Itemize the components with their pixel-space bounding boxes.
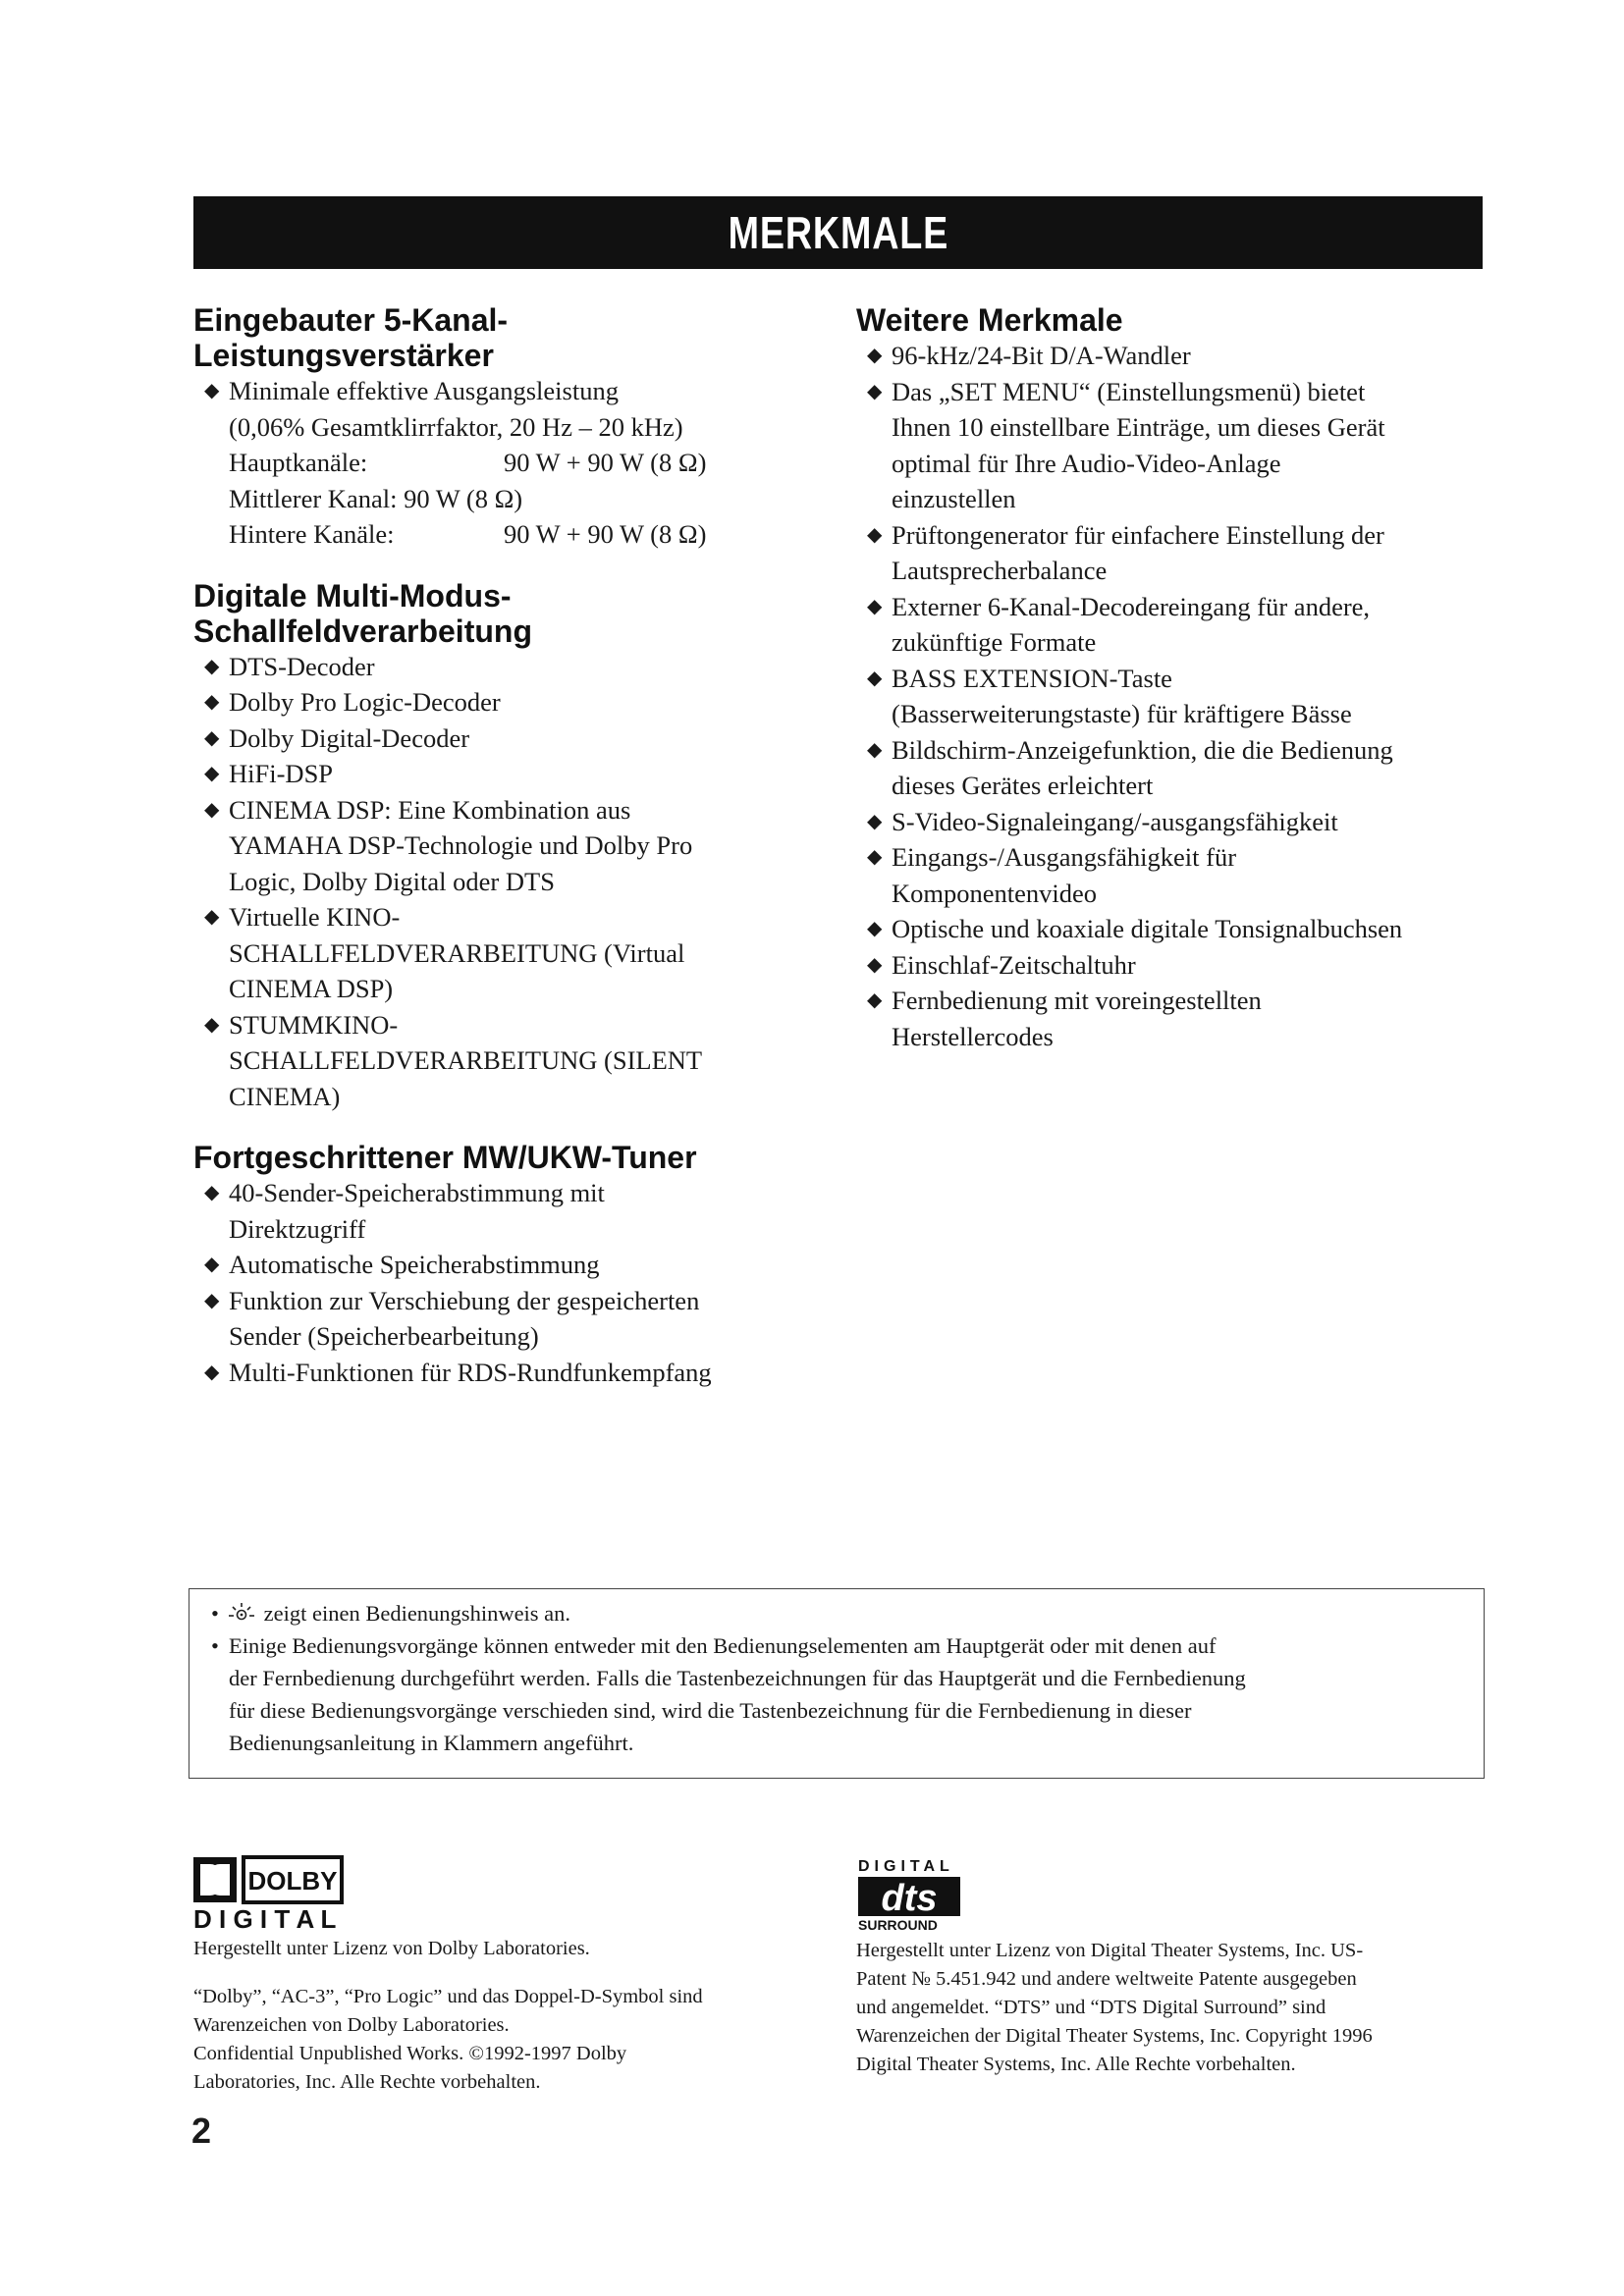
diamond-bullet-icon: ◆: [204, 763, 220, 784]
item-text: optimal für Ihre Audio-Video-Anlage: [892, 448, 1281, 478]
diamond-bullet-icon: ◆: [204, 691, 220, 713]
lightbulb-tip-icon: [229, 1602, 254, 1624]
item-text: Externer 6-Kanal-Decodereingang für andere,: [892, 591, 1371, 621]
spec-value: 90 W + 90 W (8 Ω): [504, 448, 707, 477]
page-title: MERKMALE: [728, 207, 948, 258]
section-dsp: [193, 578, 832, 1115]
item-text: BASS EXTENSION-Taste: [892, 663, 1172, 693]
item-text: Sender (Speicherbearbeitung): [229, 1321, 539, 1351]
item-text: Automatische Speicherabstimmung: [229, 1250, 600, 1279]
text-line: “Dolby”, “AC-3”, “Pro Logic” und das Doppel-D-Symbol sind: [193, 1986, 703, 2007]
section-heading: Fortgeschrittener MW/UKW-Tuner: [193, 1140, 697, 1175]
item-text: DTS-Decoder: [229, 651, 375, 681]
diamond-bullet-icon: ◆: [867, 953, 883, 976]
diamond-bullet-icon: ◆: [204, 380, 220, 401]
diamond-bullet-icon: ◆: [867, 810, 883, 832]
dolby-license: Hergestellt unter Lizenz von Dolby Laboratories.: [193, 1938, 590, 1959]
item-text: (Basserweiterungstaste) für kräftigere Bässe: [892, 699, 1352, 728]
spec-row: [229, 516, 832, 553]
spec-row: [229, 445, 832, 481]
page-number: 2: [191, 2110, 212, 2151]
list-item: [193, 792, 832, 900]
diamond-bullet-icon: ◆: [867, 523, 883, 546]
spec-label: Hintere Kanäle:: [229, 519, 395, 549]
dts-logo-bottom: SURROUND: [858, 1917, 938, 1932]
list-item: [193, 373, 832, 445]
item-text: Herstellercodes: [892, 1021, 1054, 1051]
list-item: [193, 1355, 832, 1391]
diamond-bullet-icon: ◆: [867, 738, 883, 761]
diamond-bullet-icon: ◆: [867, 846, 883, 868]
item-text: YAMAHA DSP-Technologie und Dolby Pro: [229, 830, 693, 860]
text-line: Laboratories, Inc. Alle Rechte vorbehalten.: [193, 2071, 541, 2093]
note-text: zeigt einen Bedienungshinweis an.: [263, 1601, 571, 1626]
heading-line: Leistungsverstärker: [193, 338, 494, 373]
item-text: 40-Sender-Speicherabstimmung mit: [229, 1178, 605, 1207]
spec-value: 90 W + 90 W (8 Ω): [504, 519, 707, 549]
item-text: SCHALLFELDVERARBEITUNG (Virtual: [229, 937, 685, 968]
list-item: [193, 1283, 832, 1355]
dts-logo-mid: dts: [881, 1878, 938, 1919]
note-text: für diese Bedienungsvorgänge verschieden sind, wird die Tastenbezeichnung für die Fernbedienung in dieser: [229, 1698, 1192, 1723]
item-text: Dolby Digital-Decoder: [229, 722, 470, 753]
diamond-bullet-icon: ◆: [867, 918, 883, 939]
item-text: Einschlaf-Zeitschaltuhr: [892, 949, 1136, 980]
item-text: Multi-Funktionen für RDS-Rundfunkempfang: [229, 1357, 712, 1387]
item-text: CINEMA DSP: Eine Kombination aus: [229, 794, 631, 825]
item-text: Das „SET MENU“ (Einstellungsmenü) bietet: [892, 376, 1366, 406]
list-item: [856, 804, 1494, 840]
text-line: Warenzeichen von Dolby Laboratories.: [193, 2014, 510, 2036]
diamond-bullet-icon: ◆: [204, 655, 220, 677]
diamond-bullet-icon: ◆: [867, 989, 883, 1011]
feature-list: [193, 649, 832, 1115]
dts-logo-top: DIGITAL: [858, 1858, 954, 1875]
feature-list: [193, 373, 832, 445]
item-text: dieses Gerätes erleichtert: [892, 771, 1154, 800]
item-text: Funktion zur Verschiebung der gespeicherten: [229, 1285, 700, 1315]
item-text: Fernbedienung mit voreingestellten: [892, 986, 1262, 1015]
item-text: zukünftige Formate: [892, 627, 1097, 657]
item-text: S-Video-Signaleingang/-ausgangsfähigkeit: [892, 806, 1338, 836]
list-item: [193, 899, 832, 1007]
item-text: Direktzugriff: [229, 1213, 366, 1244]
note-box: [189, 1588, 1485, 1779]
text-line: Warenzeichen der Digital Theater Systems, Inc. Copyright 1996: [856, 2025, 1373, 2047]
dolby-logo-word: DOLBY: [247, 1866, 338, 1896]
spec-label: Hauptkanäle:: [229, 448, 368, 477]
text-line: Hergestellt unter Lizenz von Digital Theater Systems, Inc. US-: [856, 1940, 1364, 1961]
dolby-block: [193, 1853, 822, 2097]
item-text: STUMMKINO-: [229, 1009, 399, 1040]
item-text: Virtuelle KINO-: [229, 902, 401, 932]
section-heading: [193, 578, 832, 649]
item-text: CINEMA): [229, 1081, 341, 1111]
item-text: HiFi-DSP: [229, 759, 334, 788]
dts-digital-surround-logo: [856, 1853, 974, 1932]
list-item: [856, 661, 1494, 732]
item-text: CINEMA DSP): [229, 974, 394, 1003]
list-item: [193, 721, 832, 757]
text-line: und angemeldet. “DTS” und “DTS Digital Surround” sind: [856, 1997, 1326, 2018]
heading-line: Digitale Multi-Modus-: [193, 577, 512, 614]
right-column: [856, 302, 1494, 1080]
note-list: [211, 1597, 1462, 1759]
heading-line: Schallfeldverarbeitung: [193, 613, 532, 649]
item-text: Minimale effektive Ausgangsleistung: [229, 376, 619, 405]
item-text: einzustellen: [892, 484, 1016, 513]
list-item: [856, 983, 1494, 1054]
item-text: Logic, Dolby Digital oder DTS: [229, 866, 555, 896]
diamond-bullet-icon: ◆: [204, 906, 220, 928]
list-item: [856, 947, 1494, 984]
list-item: [856, 517, 1494, 589]
diamond-bullet-icon: ◆: [204, 1254, 220, 1275]
item-text: (0,06% Gesamtklirrfaktor, 20 Hz – 20 kHz): [229, 411, 683, 442]
left-column: [193, 302, 832, 1415]
section-heading: Weitere Merkmale: [856, 302, 1123, 338]
diamond-bullet-icon: ◆: [867, 667, 883, 689]
text-line: Confidential Unpublished Works. ©1992-1997 Dolby: [193, 2043, 627, 2064]
heading-line: Eingebauter 5-Kanal-: [193, 302, 509, 338]
item-text: Dolby Pro Logic-Decoder: [229, 687, 501, 717]
list-item: [856, 374, 1494, 517]
section-amplifier: [193, 302, 832, 553]
dts-block: [856, 1853, 1485, 2079]
list-item: [856, 839, 1494, 911]
diamond-bullet-icon: ◆: [204, 726, 220, 749]
list-item: [193, 1247, 832, 1283]
list-item: [856, 338, 1494, 374]
item-text: Bildschirm-Anzeigefunktion, die die Bedienung: [892, 734, 1393, 765]
diamond-bullet-icon: ◆: [867, 595, 883, 617]
text-line: Digital Theater Systems, Inc. Alle Rechte vorbehalten.: [856, 2054, 1296, 2075]
bullet: •: [211, 1601, 219, 1626]
dts-license-text: [856, 1937, 1485, 2079]
list-item: [193, 1007, 832, 1115]
item-text: Ihnen 10 einstellbare Einträge, um dieses Gerät: [892, 412, 1385, 442]
feature-list: [856, 338, 1494, 1054]
diamond-bullet-icon: ◆: [204, 1182, 220, 1203]
diamond-bullet-icon: ◆: [204, 1361, 220, 1383]
dolby-digital-logo: [193, 1853, 429, 1930]
text-line: Patent № 5.451.942 und andere weltweite Patente ausgegeben: [856, 1968, 1357, 1990]
list-item: [193, 1175, 832, 1247]
diamond-bullet-icon: ◆: [204, 798, 220, 821]
dolby-logo-sub: D I G I T A L: [193, 1904, 337, 1930]
diamond-bullet-icon: ◆: [204, 1013, 220, 1036]
section-tuner: [193, 1140, 832, 1390]
list-item: [856, 589, 1494, 661]
note-text: der Fernbedienung durchgeführt werden. Falls die Tastenbezeichnungen für das Hauptgerät und die Fernbedienung: [229, 1666, 1246, 1690]
section-heading: [193, 302, 832, 373]
section-other-features: [856, 302, 1494, 1054]
power-specs: [193, 445, 832, 553]
note-text: Bedienungsanleitung in Klammern angeführt.: [229, 1731, 634, 1755]
section-banner: [193, 196, 1483, 269]
list-item: [856, 911, 1494, 947]
item-text: SCHALLFELDVERARBEITUNG (SILENT: [229, 1045, 703, 1075]
item-text: 96-kHz/24-Bit D/A-Wandler: [892, 341, 1191, 370]
note-item: [211, 1597, 1462, 1629]
feature-list: [193, 1175, 832, 1390]
list-item: [193, 756, 832, 792]
spec-row: [229, 481, 832, 517]
item-text: Optische und koaxiale digitale Tonsignalbuchsen: [892, 914, 1403, 943]
item-text: Eingangs-/Ausgangsfähigkeit für: [892, 842, 1237, 872]
diamond-bullet-icon: ◆: [867, 345, 883, 366]
list-item: [193, 684, 832, 721]
item-text: Prüftongenerator für einfachere Einstellung der: [892, 519, 1384, 550]
dolby-trademark-text: [193, 1983, 822, 2097]
item-text: Komponentenvideo: [892, 878, 1098, 908]
diamond-bullet-icon: ◆: [867, 380, 883, 402]
list-item: [193, 649, 832, 685]
note-item: [211, 1629, 1462, 1759]
list-item: [856, 732, 1494, 804]
note-text: Einige Bedienungsvorgänge können entweder mit den Bedienungselementen am Hauptgerät oder mit denen auf: [229, 1633, 1217, 1658]
spec-label: Mittlerer Kanal: 90 W (8 Ω): [229, 483, 523, 513]
diamond-bullet-icon: ◆: [204, 1289, 220, 1311]
bullet: •: [211, 1633, 219, 1658]
item-text: Lautsprecherbalance: [892, 556, 1108, 585]
